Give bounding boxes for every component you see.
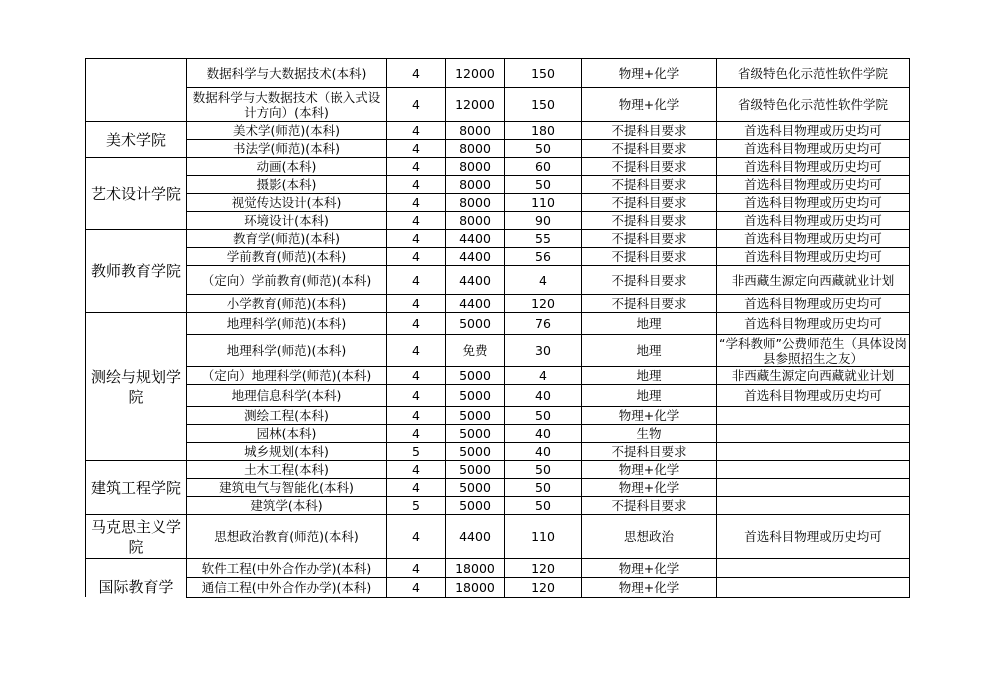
tuition-cell: 8000: [446, 212, 505, 230]
college-cell: 建筑工程学院: [86, 461, 187, 515]
years-cell: 4: [387, 59, 446, 88]
note-cell: [717, 425, 910, 443]
subject-requirement-cell: 地理: [582, 367, 717, 385]
subject-requirement-cell: 思想政治: [582, 515, 717, 559]
subject-requirement-cell: 物理+化学: [582, 88, 717, 122]
years-cell: 4: [387, 385, 446, 407]
note-cell: [717, 443, 910, 461]
admission-plan-table: [85, 58, 910, 598]
years-cell: 4: [387, 461, 446, 479]
major-cell: （定向）学前教育(师范)(本科): [187, 266, 387, 295]
years-cell: 4: [387, 122, 446, 140]
tuition-cell: 5000: [446, 497, 505, 515]
years-cell: 4: [387, 248, 446, 266]
college-cell: 美术学院: [86, 122, 187, 158]
note-cell: 省级特色化示范性软件学院: [717, 59, 910, 88]
plan-count-cell: 30: [505, 335, 582, 367]
tuition-cell: 4400: [446, 230, 505, 248]
major-cell: 地理信息科学(本科): [187, 385, 387, 407]
tuition-cell: 4400: [446, 515, 505, 559]
plan-count-cell: 50: [505, 461, 582, 479]
subject-requirement-cell: 不提科目要求: [582, 443, 717, 461]
major-cell: 视觉传达设计(本科): [187, 194, 387, 212]
plan-count-cell: 56: [505, 248, 582, 266]
major-cell: 动画(本科): [187, 158, 387, 176]
note-cell: [717, 479, 910, 497]
major-cell: 数据科学与大数据技术（嵌入式设计方向）(本科): [187, 88, 387, 122]
tuition-cell: 8000: [446, 194, 505, 212]
major-cell: 书法学(师范)(本科): [187, 140, 387, 158]
tuition-cell: 8000: [446, 158, 505, 176]
note-cell: [717, 407, 910, 425]
table-row: [86, 407, 910, 425]
tuition-cell: 5000: [446, 443, 505, 461]
major-cell: 土木工程(本科): [187, 461, 387, 479]
note-cell: “学科教师”公费师范生（具体设岗县参照招生之友）: [717, 335, 910, 367]
table-row: [86, 335, 910, 367]
years-cell: 4: [387, 295, 446, 313]
years-cell: 4: [387, 212, 446, 230]
plan-count-cell: 120: [505, 559, 582, 578]
college-cell: 马克思主义学院: [86, 515, 187, 559]
plan-count-cell: 4: [505, 266, 582, 295]
plan-count-cell: 50: [505, 407, 582, 425]
table-row: [86, 497, 910, 515]
tuition-cell: 4400: [446, 295, 505, 313]
note-cell: 首选科目物理或历史均可: [717, 230, 910, 248]
tuition-cell: 5000: [446, 479, 505, 497]
subject-requirement-cell: 不提科目要求: [582, 140, 717, 158]
years-cell: 4: [387, 88, 446, 122]
table-row: [86, 194, 910, 212]
table-row: [86, 479, 910, 497]
subject-requirement-cell: 不提科目要求: [582, 122, 717, 140]
years-cell: 4: [387, 578, 446, 597]
subject-requirement-cell: 物理+化学: [582, 559, 717, 578]
subject-requirement-cell: 物理+化学: [582, 461, 717, 479]
major-cell: 小学教育(师范)(本科): [187, 295, 387, 313]
plan-count-cell: 50: [505, 479, 582, 497]
table-row: [86, 59, 910, 88]
subject-requirement-cell: 不提科目要求: [582, 266, 717, 295]
major-cell: 美术学(师范)(本科): [187, 122, 387, 140]
table-row: [86, 212, 910, 230]
note-cell: [717, 461, 910, 479]
plan-count-cell: 55: [505, 230, 582, 248]
table-row: [86, 122, 910, 140]
note-cell: [717, 559, 910, 578]
subject-requirement-cell: 地理: [582, 335, 717, 367]
major-cell: 环境设计(本科): [187, 212, 387, 230]
plan-count-cell: 90: [505, 212, 582, 230]
subject-requirement-cell: 物理+化学: [582, 479, 717, 497]
note-cell: 首选科目物理或历史均可: [717, 158, 910, 176]
tuition-cell: 5000: [446, 367, 505, 385]
table-row: [86, 313, 910, 335]
subject-requirement-cell: 不提科目要求: [582, 194, 717, 212]
table-row: [86, 443, 910, 461]
table-row: [86, 515, 910, 559]
college-cell: 测绘与规划学院: [86, 313, 187, 461]
tuition-cell: 4400: [446, 266, 505, 295]
plan-count-cell: 50: [505, 140, 582, 158]
years-cell: 4: [387, 140, 446, 158]
table-row: [86, 295, 910, 313]
note-cell: 首选科目物理或历史均可: [717, 313, 910, 335]
note-cell: 首选科目物理或历史均可: [717, 122, 910, 140]
plan-count-cell: 40: [505, 443, 582, 461]
years-cell: 4: [387, 176, 446, 194]
major-cell: 建筑电气与智能化(本科): [187, 479, 387, 497]
subject-requirement-cell: 不提科目要求: [582, 176, 717, 194]
major-cell: 城乡规划(本科): [187, 443, 387, 461]
major-cell: 摄影(本科): [187, 176, 387, 194]
table-row: [86, 248, 910, 266]
tuition-cell: 12000: [446, 88, 505, 122]
major-cell: 通信工程(中外合作办学)(本科): [187, 578, 387, 597]
years-cell: 4: [387, 194, 446, 212]
major-cell: 建筑学(本科): [187, 497, 387, 515]
table-row: [86, 461, 910, 479]
years-cell: 5: [387, 443, 446, 461]
plan-count-cell: 120: [505, 295, 582, 313]
years-cell: 4: [387, 335, 446, 367]
table-row: [86, 230, 910, 248]
plan-count-cell: 4: [505, 367, 582, 385]
years-cell: 4: [387, 230, 446, 248]
plan-count-cell: 110: [505, 194, 582, 212]
table-row: [86, 385, 910, 407]
table-row: [86, 158, 910, 176]
subject-requirement-cell: 不提科目要求: [582, 158, 717, 176]
tuition-cell: 18000: [446, 578, 505, 597]
note-cell: 非西藏生源定向西藏就业计划: [717, 367, 910, 385]
college-cell: 艺术设计学院: [86, 158, 187, 230]
tuition-cell: 5000: [446, 461, 505, 479]
tuition-cell: 5000: [446, 313, 505, 335]
tuition-cell: 18000: [446, 559, 505, 578]
years-cell: 4: [387, 367, 446, 385]
major-cell: 测绘工程(本科): [187, 407, 387, 425]
subject-requirement-cell: 物理+化学: [582, 578, 717, 597]
years-cell: 4: [387, 425, 446, 443]
plan-count-cell: 180: [505, 122, 582, 140]
plan-count-cell: 40: [505, 385, 582, 407]
tuition-cell: 免费: [446, 335, 505, 367]
major-cell: 软件工程(中外合作办学)(本科): [187, 559, 387, 578]
note-cell: [717, 497, 910, 515]
table-row: [86, 88, 910, 122]
note-cell: 首选科目物理或历史均可: [717, 194, 910, 212]
plan-count-cell: 150: [505, 88, 582, 122]
tuition-cell: 5000: [446, 385, 505, 407]
major-cell: 地理科学(师范)(本科): [187, 335, 387, 367]
plan-count-cell: 40: [505, 425, 582, 443]
note-cell: 首选科目物理或历史均可: [717, 176, 910, 194]
plan-count-cell: 110: [505, 515, 582, 559]
plan-count-cell: 76: [505, 313, 582, 335]
tuition-cell: 5000: [446, 425, 505, 443]
subject-requirement-cell: 不提科目要求: [582, 248, 717, 266]
college-cell: 国际教育学: [86, 559, 187, 598]
subject-requirement-cell: 物理+化学: [582, 59, 717, 88]
years-cell: 4: [387, 158, 446, 176]
plan-count-cell: 50: [505, 497, 582, 515]
subject-requirement-cell: 不提科目要求: [582, 295, 717, 313]
plan-count-cell: 50: [505, 176, 582, 194]
note-cell: 非西藏生源定向西藏就业计划: [717, 266, 910, 295]
subject-requirement-cell: 不提科目要求: [582, 497, 717, 515]
subject-requirement-cell: 生物: [582, 425, 717, 443]
major-cell: （定向）地理科学(师范)(本科): [187, 367, 387, 385]
table-row: [86, 559, 910, 578]
note-cell: 首选科目物理或历史均可: [717, 212, 910, 230]
years-cell: 5: [387, 497, 446, 515]
years-cell: 4: [387, 266, 446, 295]
tuition-cell: 8000: [446, 140, 505, 158]
table-row: [86, 367, 910, 385]
note-cell: 首选科目物理或历史均可: [717, 515, 910, 559]
note-cell: [717, 578, 910, 597]
subject-requirement-cell: 物理+化学: [582, 407, 717, 425]
subject-requirement-cell: 地理: [582, 385, 717, 407]
years-cell: 4: [387, 313, 446, 335]
tuition-cell: 12000: [446, 59, 505, 88]
plan-count-cell: 120: [505, 578, 582, 597]
subject-requirement-cell: 地理: [582, 313, 717, 335]
major-cell: 教育学(师范)(本科): [187, 230, 387, 248]
years-cell: 4: [387, 559, 446, 578]
years-cell: 4: [387, 515, 446, 559]
college-cell: 教师教育学院: [86, 230, 187, 313]
table-row: [86, 176, 910, 194]
table-row: [86, 140, 910, 158]
note-cell: 首选科目物理或历史均可: [717, 295, 910, 313]
subject-requirement-cell: 不提科目要求: [582, 212, 717, 230]
tuition-cell: 4400: [446, 248, 505, 266]
tuition-cell: 8000: [446, 176, 505, 194]
note-cell: 首选科目物理或历史均可: [717, 248, 910, 266]
years-cell: 4: [387, 479, 446, 497]
major-cell: 思想政治教育(师范)(本科): [187, 515, 387, 559]
table-row: [86, 266, 910, 295]
table-row: [86, 578, 910, 597]
college-cell: [86, 59, 187, 122]
note-cell: 首选科目物理或历史均可: [717, 140, 910, 158]
years-cell: 4: [387, 407, 446, 425]
subject-requirement-cell: 不提科目要求: [582, 230, 717, 248]
table-row: [86, 425, 910, 443]
major-cell: 学前教育(师范)(本科): [187, 248, 387, 266]
major-cell: 地理科学(师范)(本科): [187, 313, 387, 335]
note-cell: 首选科目物理或历史均可: [717, 385, 910, 407]
tuition-cell: 8000: [446, 122, 505, 140]
major-cell: 数据科学与大数据技术(本科): [187, 59, 387, 88]
note-cell: 省级特色化示范性软件学院: [717, 88, 910, 122]
plan-count-cell: 150: [505, 59, 582, 88]
major-cell: 园林(本科): [187, 425, 387, 443]
plan-count-cell: 60: [505, 158, 582, 176]
tuition-cell: 5000: [446, 407, 505, 425]
